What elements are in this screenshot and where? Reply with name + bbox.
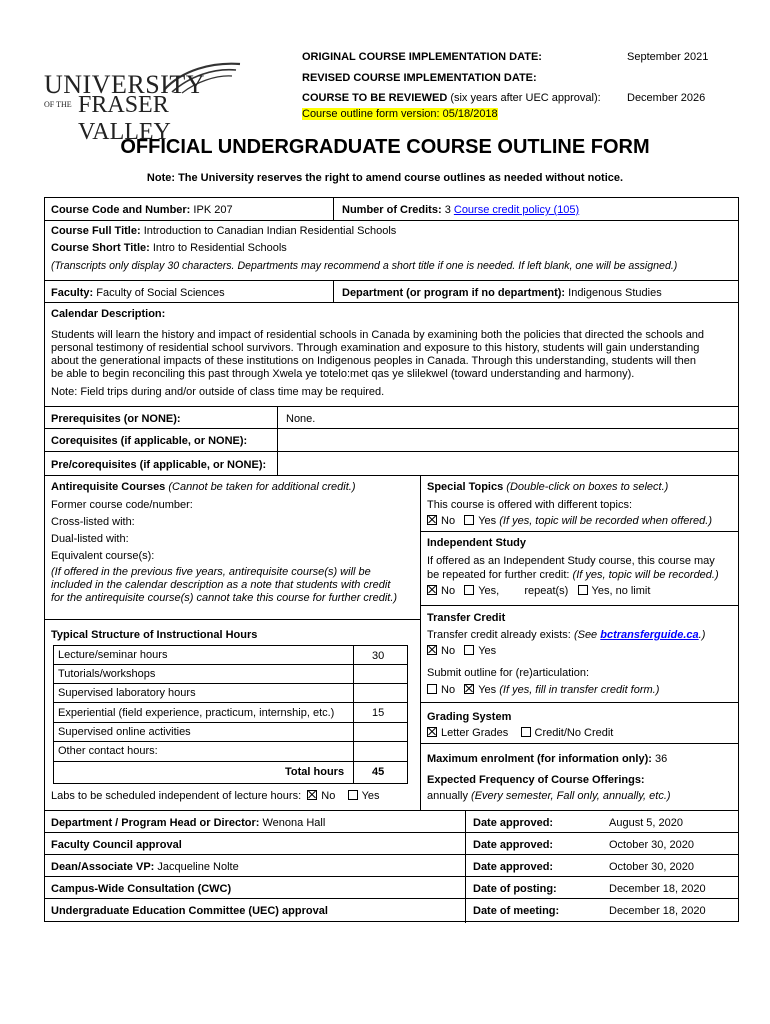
approval-row: Dean/Associate VP: Jacqueline Nolte [51,861,239,873]
approval-date-label: Date of posting: [473,883,557,895]
approval-date-label: Date of meeting: [473,905,560,917]
approval-date-label: Date approved: [473,861,554,873]
approval-date: October 30, 2020 [609,861,695,873]
approval-date-label: Date approved: [473,839,554,851]
antireq-note-line: included in the calendar description as a note that students with credit [51,579,391,591]
labs-yes-checkbox[interactable] [348,790,358,800]
independent-text: If offered as an Independent Study course, this course may [427,555,715,567]
independent-heading: Independent Study [427,537,526,549]
frequency-value: annually (Every semester, Fall only, annually, etc.) [427,790,671,802]
form-version: Course outline form version: 05/18/2018 [302,108,498,120]
prereq-label: Prerequisites (or NONE): [51,413,181,425]
grading-heading: Grading System [427,711,512,723]
university-logo [44,62,244,145]
independent-text2: be repeated for further credit: (If yes, topic will be recorded.) [427,569,719,581]
review-date-value: December 2026 [627,92,706,104]
logo-university: UNIVERSITY [44,70,205,99]
logo-of-the: OF THE [44,100,72,109]
antireq-heading: Antirequisite Courses (Cannot be taken for additional credit.) [51,481,356,493]
labs-no-checkbox[interactable] [307,790,317,800]
short-title: Course Short Title: Intro to Residential Schools [51,242,287,254]
calendar-line: Students will learn the history and impact of residential schools in Canada by examining both the policies that directed the schools and [51,329,705,341]
department: Department (or program if no department): Indigenous Studies [342,287,662,299]
transfer-no-checkbox[interactable] [427,645,437,655]
course-outline-table [44,197,739,922]
review-line [302,92,601,104]
transfer-heading: Transfer Credit [427,612,506,624]
special-yes-checkbox[interactable] [464,515,474,525]
special-topics-text: This course is offered with different topics: [427,499,633,511]
frequency-label: Expected Frequency of Course Offerings: [427,774,645,786]
hours-row-value[interactable]: 15 [372,707,385,719]
hours-row-label: Supervised online activities [58,726,191,738]
approval-date: August 5, 2020 [609,817,684,829]
faculty: Faculty: Faculty of Social Sciences [51,287,225,299]
full-title: Course Full Title: Introduction to Canadian Indian Residential Schools [51,225,397,237]
transfer-yes-checkbox[interactable] [464,645,474,655]
field-trip-note: Note: Field trips during and/or outside of class time may be required. [51,386,385,398]
approval-date-label: Date approved: [473,817,554,829]
independent-options: No Yes, repeat(s) Yes, no limit [427,584,650,598]
grading-options: Letter Grades Credit/No Credit [427,726,613,740]
hours-row-label: Other contact hours: [58,745,158,757]
amend-note: Note: The University reserves the right to amend course outlines as needed without notice. [146,172,624,184]
transfer-submit: Submit outline for (re)articulation: [427,667,590,679]
transfer-submit-options: No Yes (If yes, fill in transfer credit form.) [427,683,659,697]
antireq-note-line: (If offered in the previous five years, antirequisite course(s) will be [51,566,371,578]
approval-date: December 18, 2020 [609,905,706,917]
calendar-line: be able to begin reconciling this past through Xwela ye totelo:met qas ye slilekwel (toward understanding and harmony). [51,368,635,380]
transfer-exists: Transfer credit already exists: (See bctransferguide.ca.) [427,629,706,641]
hours-row-label: Supervised laboratory hours [58,687,196,699]
page-title: OFFICIAL UNDERGRADUATE COURSE OUTLINE FORM [120,136,650,158]
credit-no-credit-checkbox[interactable] [521,727,531,737]
letter-grades-checkbox[interactable] [427,727,437,737]
hours-row-label: Experiential (field experience, practicum, internship, etc.) [58,707,335,719]
coreq-label: Corequisites (if applicable, or NONE): [51,435,248,447]
labs-label: Labs to be scheduled independent of lecture hours: [51,790,302,802]
special-topics-options: No Yes (If yes, topic will be recorded when offered.) [427,514,712,528]
approval-row: Department / Program Head or Director: Wenona Hall [51,817,326,829]
transfer-exists-options: No Yes [427,644,496,658]
logo-fraser-valley: FRASER VALLEY [78,92,171,145]
hours-row-label: Lecture/seminar hours [58,649,168,661]
hours-row-label: Tutorials/workshops [58,668,156,680]
submit-yes-checkbox[interactable] [464,684,474,694]
review-note: (six years after UEC approval): [450,92,601,104]
credit-policy-link[interactable]: Course credit policy (105) [453,204,580,216]
original-date-value: September 2021 [627,51,709,63]
max-enrolment: Maximum enrolment (for information only): 36 [427,753,668,765]
independent-no-limit-checkbox[interactable] [578,585,588,595]
original-date-label: ORIGINAL COURSE IMPLEMENTATION DATE: [302,51,542,63]
labs-line: Labs to be scheduled independent of lecture hours: No Yes [51,790,380,802]
total-hours-value: 45 [372,766,385,778]
independent-no-checkbox[interactable] [427,585,437,595]
approval-row: Undergraduate Education Committee (UEC) approval [51,905,328,917]
bctransferguide-link[interactable]: bctransferguide.ca [600,629,699,641]
approval-date: December 18, 2020 [609,883,706,895]
cross-listed: Cross-listed with: [51,516,135,528]
antireq-note-line: for the antirequisite course(s) cannot take this course for further credit.) [51,592,398,604]
special-no-checkbox[interactable] [427,515,437,525]
review-label: COURSE TO BE REVIEWED [302,92,448,104]
calendar-line: personal testimony of residential school survivors. Through examination and exposure to this history, students will gain understanding [51,342,700,354]
equivalent-courses: Equivalent course(s): [51,550,155,562]
transcript-note: (Transcripts only display 30 characters. Departments may recommend a short title if one is needed. If left blank, one will be assigned.) [51,260,678,272]
credits: Number of Credits: 3 Course credit policy (105) [342,204,580,216]
hours-row-value[interactable]: 30 [372,650,385,662]
dual-listed: Dual-listed with: [51,533,129,545]
former-code: Former course code/number: [51,499,193,511]
special-topics-heading: Special Topics (Double-click on boxes to select.) [427,481,669,493]
precoreq-label: Pre/corequisites (if applicable, or NONE): [51,459,267,471]
prereq-value[interactable]: None. [286,413,316,425]
approval-date: October 30, 2020 [609,839,695,851]
approval-row: Campus-Wide Consultation (CWC) [51,883,232,895]
total-hours-label: Total hours [285,766,345,778]
hours-heading: Typical Structure of Instructional Hours [51,629,258,641]
approval-row: Faculty Council approval [51,839,182,851]
course-code: Course Code and Number: IPK 207 [51,204,233,216]
independent-yes-checkbox[interactable] [464,585,474,595]
calendar-line: about the generational impacts of these institutions on Indigenous peoples in Canada. Through this understanding, students will then [51,355,696,367]
submit-no-checkbox[interactable] [427,684,437,694]
calendar-label: Calendar Description: [51,308,166,320]
revised-date-label: REVISED COURSE IMPLEMENTATION DATE: [302,72,537,84]
